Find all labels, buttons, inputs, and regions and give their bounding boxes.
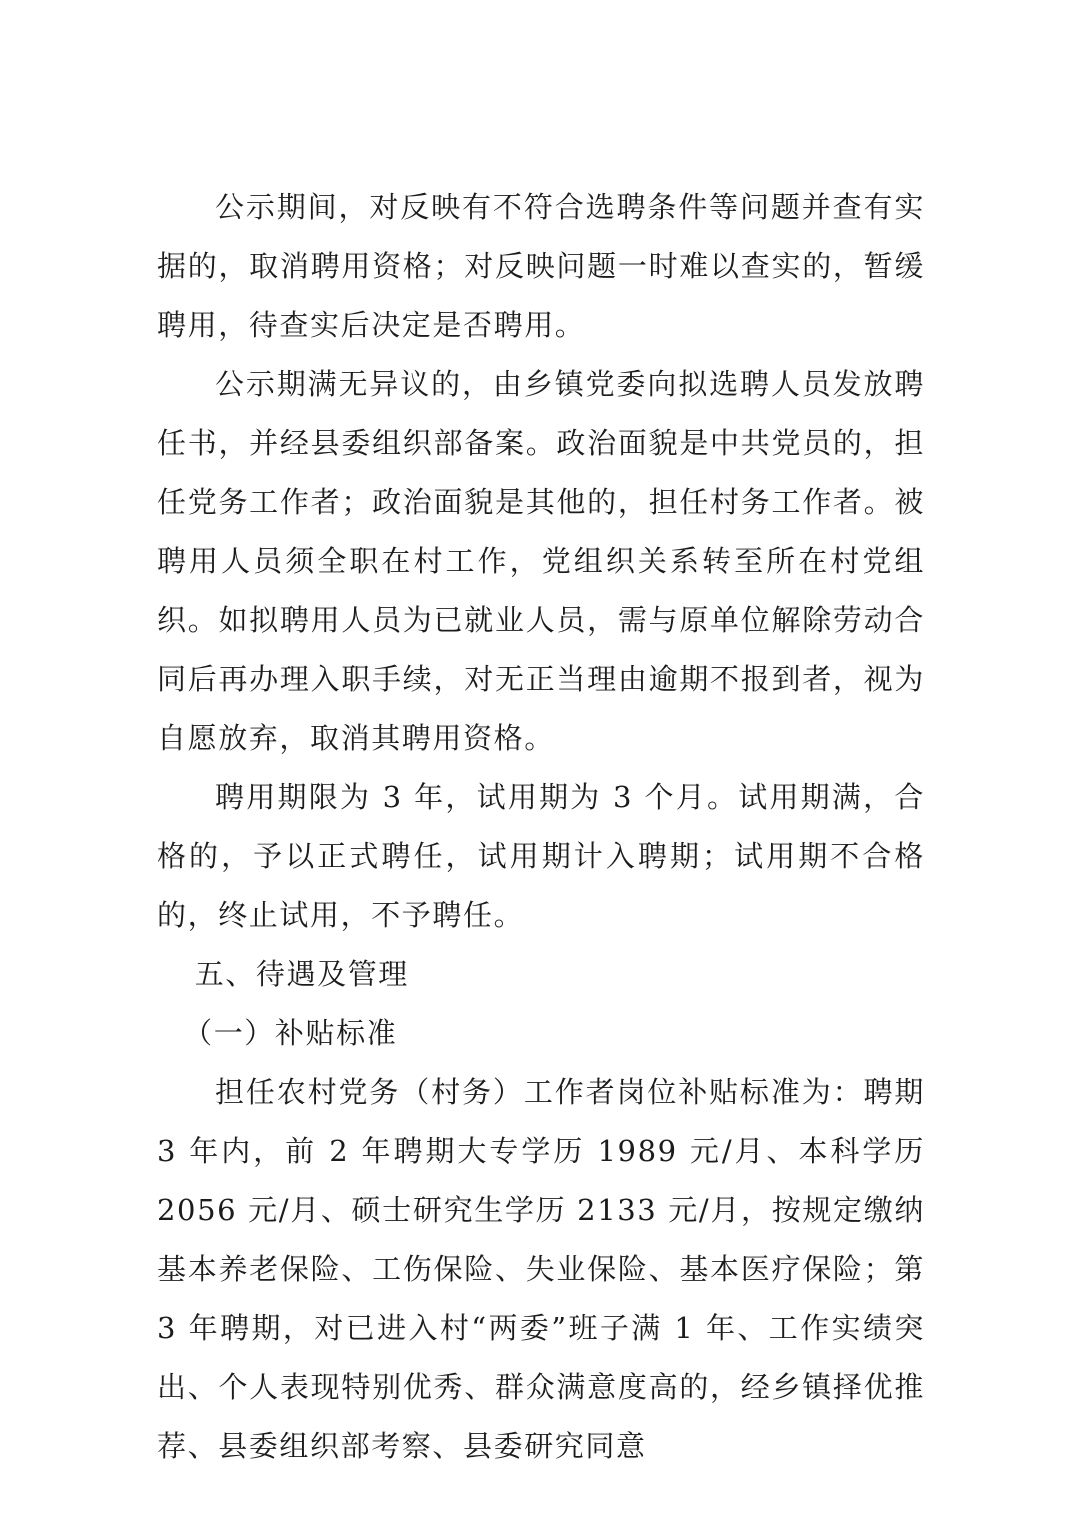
paragraph-subsidy-standard: 担任农村党务（村务）工作者岗位补贴标准为：聘期 3 年内，前 2 年聘期大专学历 1989 元/月、本科学历 2056 元/月、硕士研究生学历 2133 元/月，按规定缴纳基本养老保险、工伤保险、失业保险、基本医疗保险；第 3 年聘期，对已进入村“两委”班子满 1 年、工作实绩突出、个人表现特别优秀、群众满意度高的，经乡镇择优推荐、县委组织部考察、县委研究同意 — [157, 1075, 925, 1463]
paragraph-appointment: 公示期满无异议的，由乡镇党委向拟选聘人员发放聘任书，并经县委组织部备案。政治面貌是中共党员的，担任党务工作者；政治面貌是其他的，担任村务工作者。被聘用人员须全职在村工作，党组织关系转至所在村党组织。如拟聘用人员为已就业人员，需与原单位解除劳动合同后再办理入职手续，对无正当理由逾期不报到者，视为自愿放弃，取消其聘用资格。 — [157, 367, 925, 755]
paragraph-employment-term: 聘用期限为 3 年，试用期为 3 个月。试用期满，合格的，予以正式聘任，试用期计入聘期；试用期不合格的，终止试用，不予聘任。 — [157, 780, 925, 932]
section-heading: 五、待遇及管理 — [194, 957, 409, 991]
subsection-heading: （一）补贴标准 — [183, 1016, 398, 1050]
paragraph-publicity-objection: 公示期间，对反映有不符合选聘条件等问题并查有实据的，取消聘用资格；对反映问题一时难以查实的，暂缓聘用，待查实后决定是否聘用。 — [157, 190, 925, 342]
document-body — [157, 178, 925, 1476]
